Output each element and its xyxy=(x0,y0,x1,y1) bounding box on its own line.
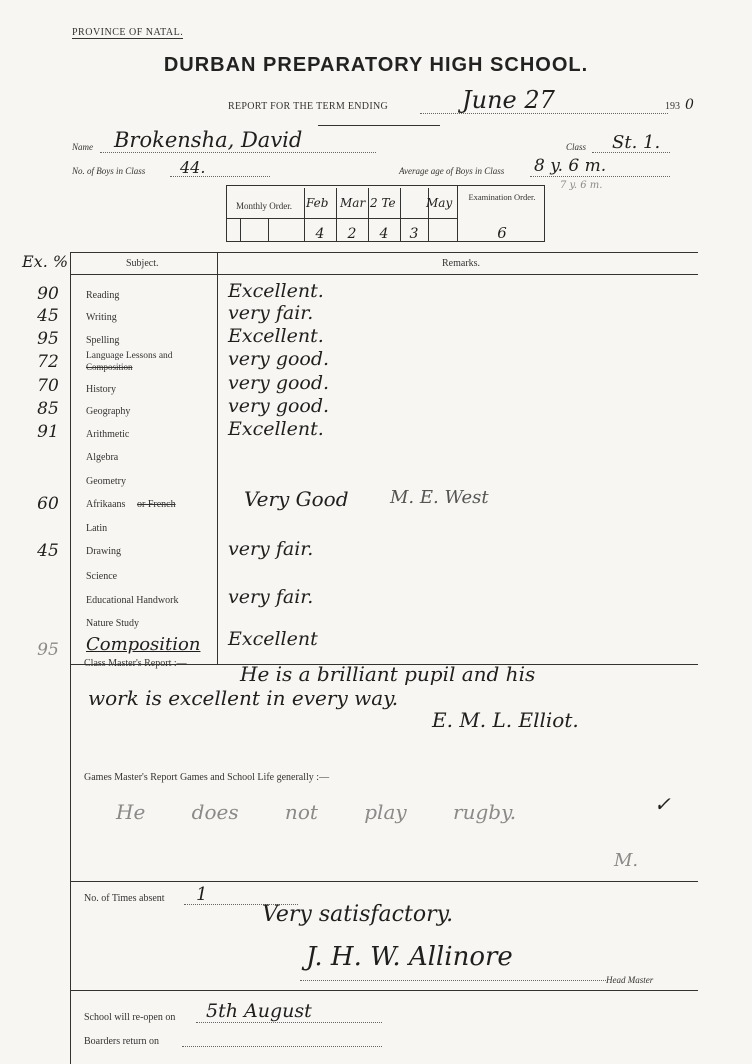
games-master-label: Games Master's Report Games and School Life generally :— xyxy=(84,772,330,783)
name-line xyxy=(100,152,376,153)
month-mar: Mar xyxy=(340,196,366,210)
subject-reading: Reading xyxy=(86,290,120,301)
games-master-remark: He does not play rugby. xyxy=(116,800,517,824)
exam-order-label: Examination Order. xyxy=(468,192,536,202)
pct-language: 72 xyxy=(37,352,59,372)
year-prefix: 193 xyxy=(665,101,680,112)
boys-value: 44. xyxy=(180,158,206,177)
report-term-label: REPORT FOR THE TERM ENDING xyxy=(228,101,388,112)
monthly-value: 4 xyxy=(379,226,389,242)
month-2te: 2 Te xyxy=(370,196,396,210)
remarks-divider xyxy=(217,252,218,664)
subject-afrikaans: Afrikaans xyxy=(86,499,126,510)
subject-spelling: Spelling xyxy=(86,335,120,346)
subject-handwork: Educational Handwork xyxy=(86,595,179,606)
table-top-rule xyxy=(70,252,698,253)
class-master-line2: work is excellent in every way. xyxy=(88,686,399,710)
monthly-order-label: Monthly Order. xyxy=(236,201,292,211)
absence-value: 1 xyxy=(196,884,208,905)
monthly-value: 3 xyxy=(409,226,419,242)
subject-afrikaans-struck: or French xyxy=(137,499,176,510)
class-master-line1: He is a brilliant pupil and his xyxy=(240,662,536,686)
subject-algebra: Algebra xyxy=(86,452,119,463)
province-label: PROVINCE OF NATAL. xyxy=(72,27,184,38)
subject-history: History xyxy=(86,384,116,395)
boarders-label: Boarders return on xyxy=(84,1036,159,1047)
subject-latin: Latin xyxy=(86,523,108,534)
name-label: Name xyxy=(72,142,93,152)
year-suffix: 0 xyxy=(685,97,694,113)
remark-drawing: very fair. xyxy=(228,538,314,560)
remark-handwork: very fair. xyxy=(228,586,314,608)
pct-afrikaans: 60 xyxy=(37,494,59,514)
head-master-signature: J. H. W. Allinore xyxy=(306,942,513,972)
games-master-initials: M. xyxy=(614,850,639,871)
remark-reading: Excellent. xyxy=(228,280,324,302)
monthly-value: 2 xyxy=(347,226,357,242)
class-value: St. 1. xyxy=(612,132,661,153)
subject-science: Science xyxy=(86,571,118,582)
reopen-label: School will re-open on xyxy=(84,1012,176,1023)
subject-language: Language Lessons and xyxy=(86,351,173,361)
pct-composition: 95 xyxy=(37,640,59,660)
school-title: DURBAN PREPARATORY HIGH SCHOOL. xyxy=(163,54,589,76)
subject-language-2: Composition xyxy=(86,362,133,372)
subject-nature-study: Nature Study xyxy=(86,618,140,629)
class-label: Class xyxy=(566,142,587,152)
class-master-label: Class Master's Report :— xyxy=(84,658,187,669)
pct-drawing: 45 xyxy=(37,541,59,561)
exam-order-value: 6 xyxy=(497,224,507,242)
remarks-heading: Remarks. xyxy=(442,258,481,269)
avg-age-line xyxy=(530,176,670,177)
subject-geometry: Geometry xyxy=(86,476,126,487)
absence-label: No. of Times absent xyxy=(84,893,165,904)
pct-geography: 85 xyxy=(37,399,59,419)
term-date-value: June 27 xyxy=(462,86,555,114)
subject-arithmetic: Arithmetic xyxy=(86,429,130,440)
student-name: Brokensha, David xyxy=(114,128,303,152)
subject-writing: Writing xyxy=(86,312,117,323)
remark-writing: very fair. xyxy=(228,302,314,324)
remark-spelling: Excellent. xyxy=(228,325,324,347)
pct-spelling: 95 xyxy=(37,329,59,349)
pct-history: 70 xyxy=(37,376,59,396)
subject-drawing: Drawing xyxy=(86,546,121,557)
reopen-value: 5th August xyxy=(206,1000,312,1022)
remark-language: very good. xyxy=(228,348,330,370)
remark-history: very good. xyxy=(228,372,330,394)
signature-afrikaans: M. E. West xyxy=(390,487,489,508)
subject-geography: Geography xyxy=(86,406,131,417)
head-master-remark: Very satisfactory. xyxy=(262,902,454,927)
subject-composition: Composition xyxy=(86,634,201,655)
remark-arithmetic: Excellent. xyxy=(228,418,324,440)
pct-writing: 45 xyxy=(37,306,59,326)
class-master-signature: E. M. L. Elliot. xyxy=(432,708,579,732)
boys-label: No. of Boys in Class xyxy=(72,166,146,176)
pct-arithmetic: 91 xyxy=(37,422,59,442)
head-master-label: Head Master xyxy=(606,975,654,985)
tick-icon: ✓ xyxy=(654,792,671,816)
subject-heading: Subject. xyxy=(126,258,159,269)
avg-age-label: Average age of Boys in Class xyxy=(399,166,505,176)
remark-geography: very good. xyxy=(228,395,330,417)
header-rule xyxy=(318,125,440,126)
pct-heading: Ex. % xyxy=(22,252,69,271)
remark-afrikaans: Very Good xyxy=(244,487,349,511)
avg-age-note: 7 y. 6 m. xyxy=(560,180,603,191)
month-feb: Feb xyxy=(306,196,329,210)
pct-reading: 90 xyxy=(37,284,59,304)
left-margin-rule xyxy=(70,252,71,1064)
monthly-value: 4 xyxy=(315,226,325,242)
month-may: May xyxy=(426,196,453,210)
avg-age-value: 8 y. 6 m. xyxy=(534,156,607,176)
remark-composition: Excellent xyxy=(228,628,318,650)
